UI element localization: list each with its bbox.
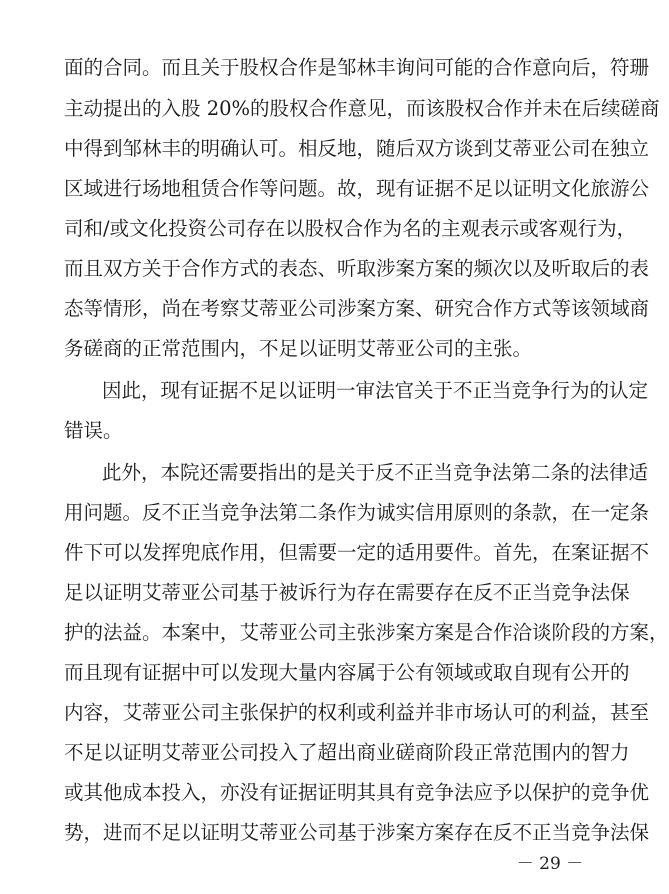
text-line: 或其他成本投入，亦没有证据证明其具有竞争法应予以保护的竞争优 bbox=[64, 781, 650, 804]
text-line: 护的法益。本案中，艾蒂亚公司主张涉案方案是合作洽谈阶段的方案， bbox=[64, 621, 669, 644]
text-line: 务磋商的正常范围内，不足以证明艾蒂亚公司的主张。 bbox=[64, 337, 533, 360]
paragraph-first-line: 此外，本院还需要指出的是关于反不正当竞争法第二条的法律适 bbox=[102, 461, 649, 484]
text-line: 主动提出的入股 20%的股权合作意见，而该股权合作并未在后续磋商 bbox=[64, 97, 660, 120]
text-line: 司和/或文化投资公司存在以股权合作为名的主观表示或客观行为， bbox=[64, 217, 637, 240]
text-line: 内容，艾蒂亚公司主张保护的权利或利益并非市场认可的利益，甚至 bbox=[64, 701, 650, 724]
text-line: 而且双方关于合作方式的表态、听取涉案方案的频次以及听取后的表 bbox=[64, 257, 650, 280]
text-line: 用问题。反不正当竞争法第二条作为诚实信用原则的条款，在一定条 bbox=[64, 501, 650, 524]
text-line: 不足以证明艾蒂亚公司投入了超出商业磋商阶段正常范围内的智力 bbox=[64, 741, 630, 764]
text-line: 面的合同。而且关于股权合作是邹林丰询问可能的合作意向后，符珊 bbox=[64, 56, 650, 79]
text-line: 区域进行场地租赁合作等问题。故，现有证据不足以证明文化旅游公 bbox=[64, 177, 650, 200]
paragraph-first-line: 因此，现有证据不足以证明一审法官关于不正当竞争行为的认定 bbox=[102, 379, 649, 402]
page-number: － 29 － bbox=[516, 854, 584, 874]
text-line: 件下可以发挥兜底作用，但需要一定的适用要件。首先，在案证据不 bbox=[64, 541, 650, 564]
text-line: 中得到邹林丰的明确认可。相反地，随后双方谈到艾蒂亚公司在独立 bbox=[64, 137, 650, 160]
text-line: 势，进而不足以证明艾蒂亚公司基于涉案方案存在反不正当竞争法保 bbox=[64, 821, 650, 844]
text-line: 足以证明艾蒂亚公司基于被诉行为存在需要存在反不正当竞争法保 bbox=[64, 581, 630, 604]
text-line: 而且现有证据中可以发现大量内容属于公有领域或取自现有公开的 bbox=[64, 661, 630, 684]
text-line: 态等情形，尚在考察艾蒂亚公司涉案方案、研究合作方式等该领域商 bbox=[64, 297, 650, 320]
text-line: 错误。 bbox=[64, 419, 123, 442]
